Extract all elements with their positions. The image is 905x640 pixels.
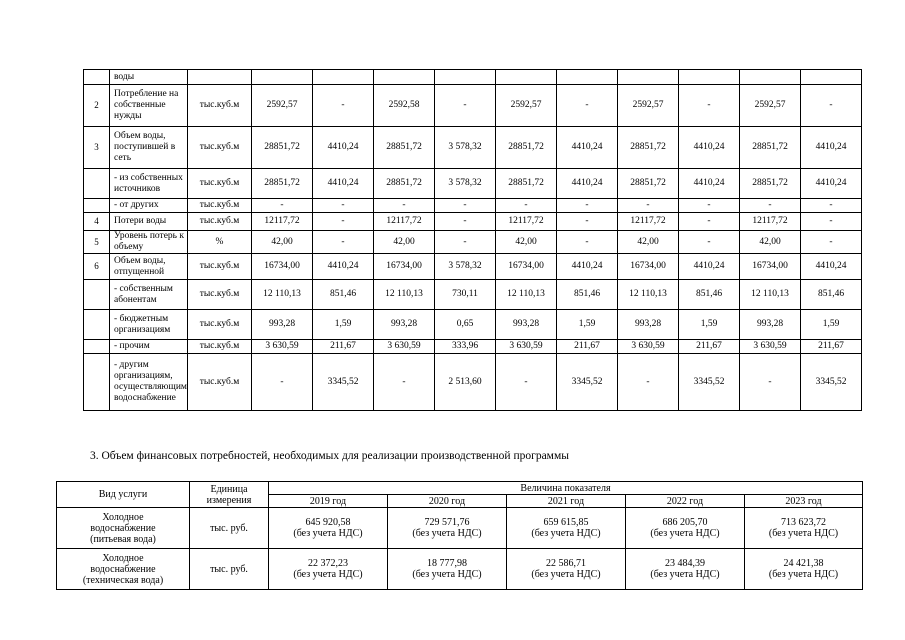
table-row	[84, 254, 862, 280]
value-cell: 4410,24	[679, 169, 740, 199]
value-cell: 4410,24	[801, 254, 862, 280]
amount-value: 24 421,38	[783, 558, 824, 569]
value-cell: -	[557, 231, 618, 254]
value-cell: 333,96	[435, 340, 496, 354]
value-cell: -	[374, 199, 435, 213]
vat-note: (без учета НДС)	[412, 569, 482, 580]
value-cell: 3 630,59	[252, 340, 313, 354]
table-row	[84, 340, 862, 354]
value-cell: 28851,72	[496, 127, 557, 169]
row-number-cell	[84, 70, 110, 85]
value-cell: 28851,72	[374, 169, 435, 199]
value-cell	[496, 70, 557, 85]
row-number-cell: 2	[84, 85, 110, 127]
value-cell: -	[679, 213, 740, 231]
section-3-heading: 3. Объем финансовых потребностей, необходимых для реализации производственной программы	[90, 450, 569, 462]
value-cell: 3 630,59	[618, 340, 679, 354]
year-header: 2023 год	[745, 495, 863, 508]
vat-note: (без учета НДС)	[293, 528, 363, 539]
amount-cell	[745, 549, 863, 590]
value-cell: -	[679, 85, 740, 127]
unit-cell: тыс.куб.м	[188, 310, 252, 340]
value-cell: 4410,24	[801, 169, 862, 199]
unit-header-line: измерения	[206, 494, 252, 506]
value-cell: 2 513,60	[435, 354, 496, 411]
value-cell: 3345,52	[679, 354, 740, 411]
value-cell: 2592,57	[496, 85, 557, 127]
amount-value: 18 777,98	[427, 558, 467, 569]
unit-cell: тыс.куб.м	[188, 169, 252, 199]
vat-note: (без учета НДС)	[650, 528, 720, 539]
water-balance-body	[84, 70, 862, 411]
row-number-cell: 6	[84, 254, 110, 280]
value-cell: 3 630,59	[740, 340, 801, 354]
service-line: водоснабжение	[90, 563, 156, 575]
value-cell: 2592,58	[374, 85, 435, 127]
value-cell: 12117,72	[374, 213, 435, 231]
value-cell: 16734,00	[496, 254, 557, 280]
amount-value: 729 571,76	[424, 517, 470, 528]
value-cell: -	[252, 199, 313, 213]
value-cell: 4410,24	[801, 127, 862, 169]
vat-note: (без учета НДС)	[650, 569, 720, 580]
indicator-name-cell: - собственным абонентам	[110, 280, 188, 310]
value-cell: 28851,72	[252, 127, 313, 169]
value-cell: 851,46	[801, 280, 862, 310]
value-cell: 2592,57	[618, 85, 679, 127]
value-cell	[557, 70, 618, 85]
indicator-name-cell: Потребление на собственные нужды	[110, 85, 188, 127]
value-cell: 3345,52	[557, 354, 618, 411]
value-cell	[740, 70, 801, 85]
value-cell: 4410,24	[679, 127, 740, 169]
table-row	[84, 231, 862, 254]
table-row	[84, 310, 862, 340]
table-row	[57, 508, 863, 549]
value-cell	[801, 70, 862, 85]
value-cell: 211,67	[801, 340, 862, 354]
value-cell: -	[557, 85, 618, 127]
financial-needs-table	[56, 481, 863, 590]
value-cell: 28851,72	[618, 169, 679, 199]
table-row	[84, 169, 862, 199]
amount-value: 23 484,39	[665, 558, 705, 569]
value-cell: -	[618, 199, 679, 213]
value-header: Величина показателя	[269, 482, 863, 495]
unit-cell: тыс.куб.м	[188, 85, 252, 127]
unit-cell: тыс. руб.	[190, 508, 269, 549]
vat-note: (без учета НДС)	[293, 569, 363, 580]
value-cell: 42,00	[252, 231, 313, 254]
year-header: 2020 год	[388, 495, 507, 508]
value-cell: 12 110,13	[374, 280, 435, 310]
value-cell: 16734,00	[740, 254, 801, 280]
amount-value: 659 615,85	[543, 517, 589, 528]
value-cell: 4410,24	[313, 127, 374, 169]
value-cell: 993,28	[374, 310, 435, 340]
value-cell: 12 110,13	[252, 280, 313, 310]
indicator-name-cell: Объем воды, поступившей в сеть	[110, 127, 188, 169]
value-cell	[435, 70, 496, 85]
amount-cell	[388, 508, 507, 549]
year-header: 2019 год	[269, 495, 388, 508]
value-cell: -	[313, 213, 374, 231]
vat-note: (без учета НДС)	[531, 569, 601, 580]
value-cell: -	[435, 199, 496, 213]
value-cell: 1,59	[801, 310, 862, 340]
value-cell: 3345,52	[801, 354, 862, 411]
unit-cell: тыс.куб.м	[188, 280, 252, 310]
value-cell: -	[557, 213, 618, 231]
unit-header-line: Единица	[210, 483, 248, 495]
value-cell: 4410,24	[557, 254, 618, 280]
value-cell: -	[313, 85, 374, 127]
value-cell: 4410,24	[313, 254, 374, 280]
amount-value: 22 372,23	[308, 558, 348, 569]
value-cell: 3345,52	[313, 354, 374, 411]
value-cell: -	[435, 213, 496, 231]
value-cell: 12 110,13	[496, 280, 557, 310]
value-cell: -	[740, 199, 801, 213]
row-number-cell	[84, 280, 110, 310]
amount-value: 645 920,58	[305, 517, 351, 528]
unit-cell: тыс.куб.м	[188, 340, 252, 354]
value-cell	[618, 70, 679, 85]
value-cell: 211,67	[679, 340, 740, 354]
value-cell: -	[618, 354, 679, 411]
vat-note: (без учета НДС)	[768, 569, 839, 580]
service-line: Холодное	[102, 511, 144, 523]
amount-cell	[269, 508, 388, 549]
value-cell: -	[801, 85, 862, 127]
value-cell: 28851,72	[374, 127, 435, 169]
value-cell: -	[557, 199, 618, 213]
unit-cell: тыс.куб.м	[188, 354, 252, 411]
unit-cell: тыс.куб.м	[188, 213, 252, 231]
value-cell: 42,00	[496, 231, 557, 254]
value-cell: 28851,72	[252, 169, 313, 199]
amount-value: 22 586,71	[546, 558, 586, 569]
value-cell: 3 578,32	[435, 254, 496, 280]
service-cell	[57, 508, 190, 549]
value-cell: 851,46	[313, 280, 374, 310]
value-cell: -	[801, 213, 862, 231]
unit-cell	[188, 70, 252, 85]
value-cell: 12117,72	[496, 213, 557, 231]
indicator-name-cell: - от других	[110, 199, 188, 213]
table-row	[84, 213, 862, 231]
value-cell: 4410,24	[313, 169, 374, 199]
value-cell: 16734,00	[618, 254, 679, 280]
value-cell: -	[679, 199, 740, 213]
value-cell: 42,00	[374, 231, 435, 254]
value-cell: 42,00	[740, 231, 801, 254]
value-cell: 4410,24	[557, 169, 618, 199]
value-cell: 2592,57	[740, 85, 801, 127]
value-cell: 1,59	[557, 310, 618, 340]
value-cell: 2592,57	[252, 85, 313, 127]
indicator-name-cell: воды	[110, 70, 188, 85]
value-cell: 16734,00	[374, 254, 435, 280]
year-header: 2021 год	[507, 495, 626, 508]
value-cell: 28851,72	[618, 127, 679, 169]
value-cell: 16734,00	[252, 254, 313, 280]
value-cell: 12117,72	[740, 213, 801, 231]
table-row	[84, 199, 862, 213]
table-row	[84, 85, 862, 127]
value-cell	[374, 70, 435, 85]
value-cell: -	[374, 354, 435, 411]
indicator-name-cell: Потери воды	[110, 213, 188, 231]
value-cell: 42,00	[618, 231, 679, 254]
service-header: Вид услуги	[57, 482, 190, 508]
value-cell: -	[435, 231, 496, 254]
value-cell: 28851,72	[496, 169, 557, 199]
value-cell: -	[252, 354, 313, 411]
value-cell: 993,28	[496, 310, 557, 340]
vat-note: (без учета НДС)	[768, 528, 839, 539]
indicator-name-cell: - из собственных источников	[110, 169, 188, 199]
value-cell: 4410,24	[679, 254, 740, 280]
amount-cell	[626, 549, 745, 590]
amount-cell	[507, 508, 626, 549]
amount-cell	[626, 508, 745, 549]
value-cell: 12 110,13	[740, 280, 801, 310]
service-line: (питьевая вода)	[90, 533, 156, 545]
indicator-name-cell: Уровень потерь к объему	[110, 231, 188, 254]
row-number-cell: 3	[84, 127, 110, 169]
indicator-name-cell: - другим организациям, осуществляющим водоснабжение	[110, 354, 188, 411]
amount-cell	[745, 508, 863, 549]
row-number-cell	[84, 310, 110, 340]
unit-cell: тыс. руб.	[190, 549, 269, 590]
row-number-cell: 4	[84, 213, 110, 231]
value-cell: 3 630,59	[374, 340, 435, 354]
value-cell: 993,28	[618, 310, 679, 340]
value-cell: 993,28	[252, 310, 313, 340]
row-number-cell	[84, 169, 110, 199]
value-cell: 3 578,32	[435, 169, 496, 199]
table-row	[84, 70, 862, 85]
service-line: водоснабжение	[90, 522, 156, 534]
amount-cell	[507, 549, 626, 590]
row-number-cell	[84, 340, 110, 354]
water-balance-table	[83, 69, 862, 411]
table-row	[84, 280, 862, 310]
value-cell: 851,46	[679, 280, 740, 310]
value-cell: -	[313, 231, 374, 254]
value-cell: -	[313, 199, 374, 213]
value-cell: 211,67	[557, 340, 618, 354]
vat-note: (без учета НДС)	[531, 528, 601, 539]
value-cell	[313, 70, 374, 85]
value-cell: -	[801, 199, 862, 213]
amount-cell	[269, 549, 388, 590]
value-cell: 993,28	[740, 310, 801, 340]
indicator-name-cell: - бюджетным организациям	[110, 310, 188, 340]
row-number-cell: 5	[84, 231, 110, 254]
indicator-name-cell: - прочим	[110, 340, 188, 354]
service-cell	[57, 549, 190, 590]
value-cell: -	[801, 231, 862, 254]
value-cell: 851,46	[557, 280, 618, 310]
indicator-name-cell: Объем воды, отпущенной	[110, 254, 188, 280]
table-row	[84, 354, 862, 411]
amount-value: 686 205,70	[662, 517, 708, 528]
year-header: 2022 год	[626, 495, 745, 508]
unit-header	[190, 482, 269, 508]
financial-needs-body	[57, 508, 863, 590]
value-cell: 3 630,59	[496, 340, 557, 354]
table-row	[84, 127, 862, 169]
service-line: Холодное	[102, 552, 144, 564]
value-cell: 1,59	[679, 310, 740, 340]
unit-cell: тыс.куб.м	[188, 127, 252, 169]
service-line: (техническая вода)	[82, 574, 164, 586]
value-cell: 3 578,32	[435, 127, 496, 169]
value-cell: 730,11	[435, 280, 496, 310]
value-cell: -	[496, 354, 557, 411]
vat-note: (без учета НДС)	[412, 528, 482, 539]
value-cell: 1,59	[313, 310, 374, 340]
row-number-cell	[84, 354, 110, 411]
value-cell: 12117,72	[618, 213, 679, 231]
value-cell	[252, 70, 313, 85]
value-cell: -	[740, 354, 801, 411]
value-cell: 211,67	[313, 340, 374, 354]
unit-cell: %	[188, 231, 252, 254]
value-cell: -	[496, 199, 557, 213]
value-cell: -	[435, 85, 496, 127]
amount-value: 713 623,72	[781, 517, 826, 528]
row-number-cell	[84, 199, 110, 213]
value-cell: 28851,72	[740, 169, 801, 199]
unit-cell: тыс.куб.м	[188, 199, 252, 213]
value-cell: 12 110,13	[618, 280, 679, 310]
amount-cell	[388, 549, 507, 590]
value-cell: 28851,72	[740, 127, 801, 169]
unit-cell: тыс.куб.м	[188, 254, 252, 280]
value-cell: -	[679, 231, 740, 254]
value-cell: 0,65	[435, 310, 496, 340]
value-cell: 12117,72	[252, 213, 313, 231]
value-cell	[679, 70, 740, 85]
table-row	[57, 549, 863, 590]
value-cell: 4410,24	[557, 127, 618, 169]
